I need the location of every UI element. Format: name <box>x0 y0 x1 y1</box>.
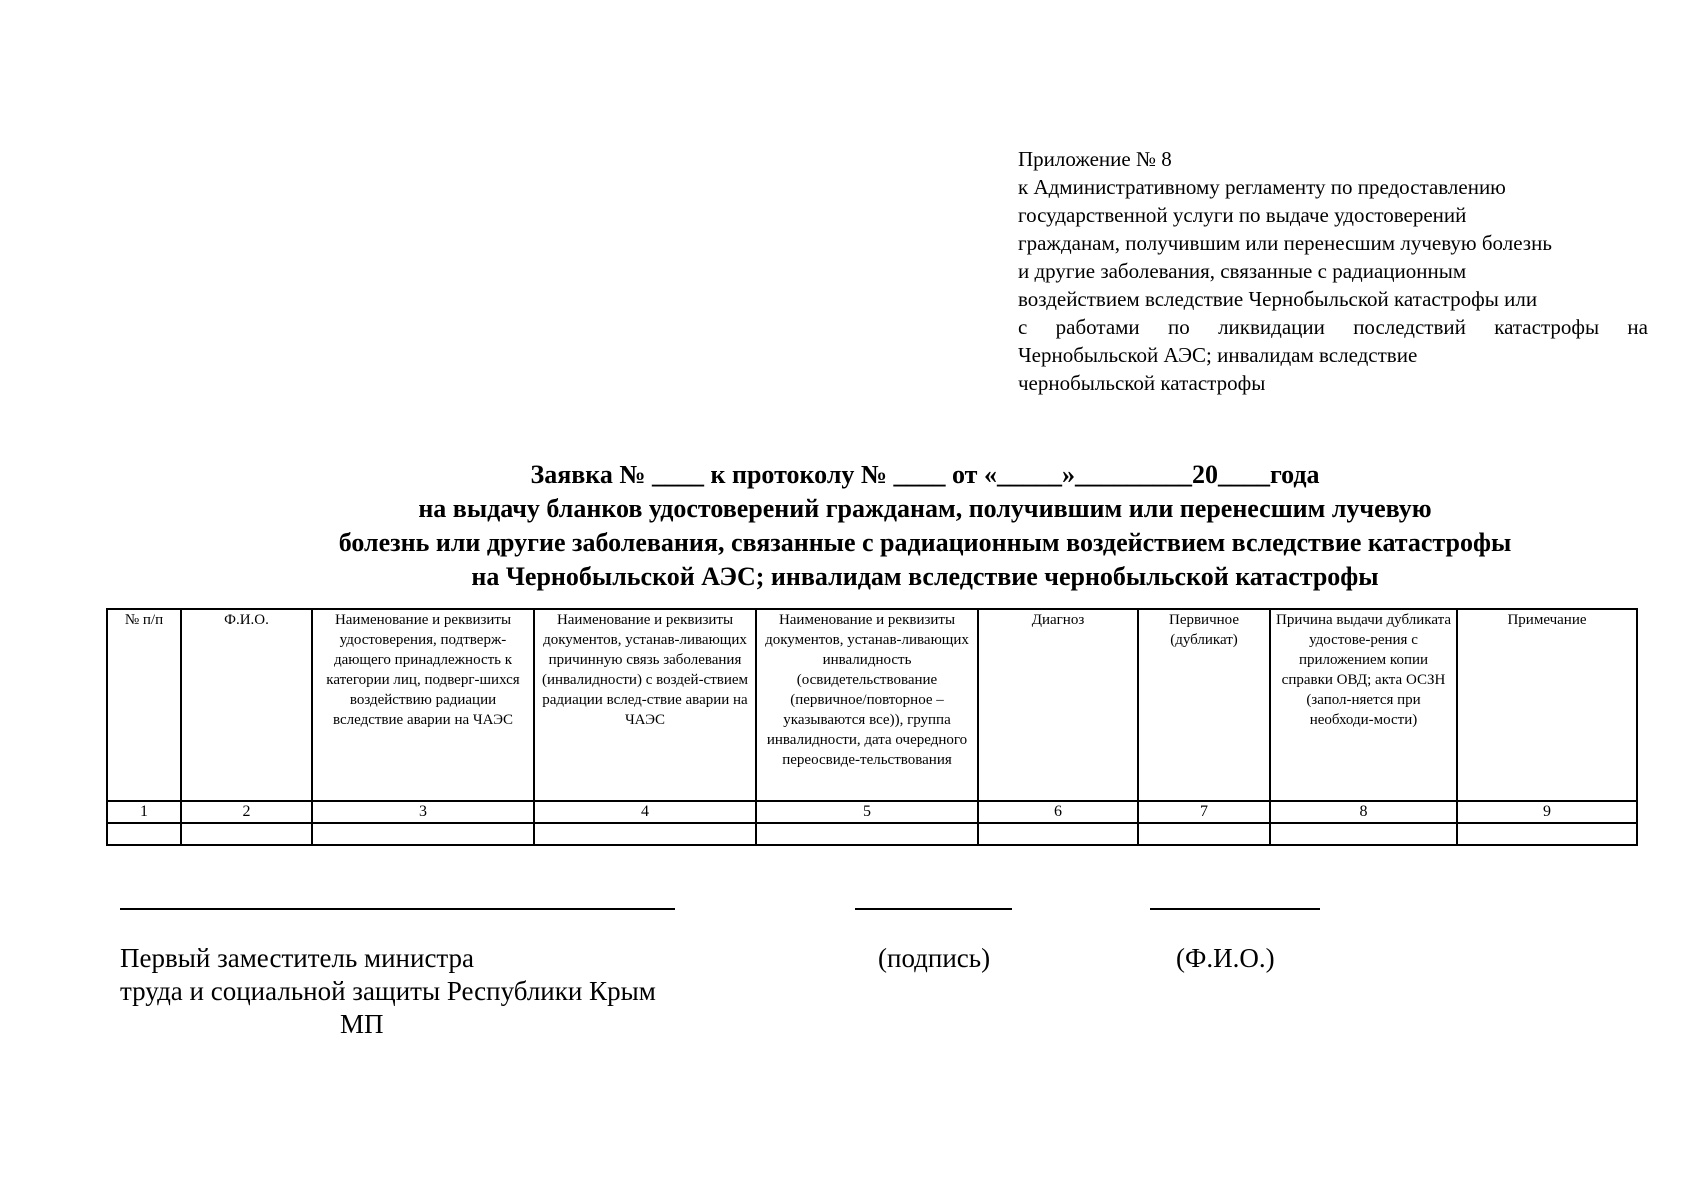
table-header-row <box>107 609 1637 801</box>
empty-cell <box>1270 823 1457 845</box>
heading-line: на выдачу бланков удостоверений гражданам, получившим или перенесшим лучевую <box>418 494 1432 523</box>
empty-cell <box>978 823 1138 845</box>
position-title: труда и социальной защиты Республики Крым <box>120 976 656 1006</box>
signature-line <box>855 908 1012 910</box>
column-number: 6 <box>978 801 1138 823</box>
column-number: 1 <box>107 801 181 823</box>
header-causal-link-documents: Наименование и реквизиты документов, устанав-ливающих причинную связь заболевания (инвалидности) с воздей-ствием радиации вслед-ствие аварии на ЧАЭС <box>534 609 756 801</box>
appendix-line: чернобыльской катастрофы <box>1018 371 1266 395</box>
header-note: Примечание <box>1457 609 1637 801</box>
empty-cell <box>107 823 181 845</box>
empty-data-row <box>107 823 1637 845</box>
header-duplicate-reason: Причина выдачи дубликата удостове-рения с приложением копии справки ОВД; акта ОСЗН (запол-няется при необходи-мости) <box>1270 609 1457 801</box>
column-number: 9 <box>1457 801 1637 823</box>
signature-caption: (подпись) <box>878 943 991 973</box>
name-caption: (Ф.И.О.) <box>1176 943 1275 973</box>
header-full-name: Ф.И.О. <box>181 609 312 801</box>
position-line <box>120 908 675 910</box>
column-number: 3 <box>312 801 534 823</box>
heading-line: болезнь или другие заболевания, связанные с радиационным воздействием вследствие катастрофы <box>338 528 1512 557</box>
empty-cell <box>1457 823 1637 845</box>
application-table <box>106 608 1638 846</box>
header-primary-duplicate: Первичное (дубликат) <box>1138 609 1270 801</box>
column-number: 8 <box>1270 801 1457 823</box>
appendix-line: Чернобыльской АЭС; инвалидам вследствие <box>1018 343 1418 367</box>
appendix-line: воздействием вследствие Чернобыльской катастрофы или <box>1018 287 1538 311</box>
empty-cell <box>756 823 978 845</box>
appendix-line: с работами по ликвидации последствий катастрофы на <box>1018 315 1648 339</box>
appendix-block <box>1018 145 1648 397</box>
document-heading <box>240 458 1610 594</box>
stamp-label: МП <box>340 1009 384 1039</box>
position-title: Первый заместитель министра <box>120 943 475 973</box>
empty-cell <box>534 823 756 845</box>
column-number: 5 <box>756 801 978 823</box>
column-number-row <box>107 801 1637 823</box>
header-number: № п/п <box>107 609 181 801</box>
header-disability-documents: Наименование и реквизиты документов, устанав-ливающих инвалидность (освидетельствование (первичное/повторное – указываются все)), группа инвалидности, дата очередного переосвиде-тельствования <box>756 609 978 801</box>
column-number: 7 <box>1138 801 1270 823</box>
appendix-line: государственной услуги по выдаче удостоверений <box>1018 203 1467 227</box>
heading-line: на Чернобыльской АЭС; инвалидам вследствие чернобыльской катастрофы <box>471 562 1379 591</box>
header-certificate-details: Наименование и реквизиты удостоверения, подтверж-дающего принадлежность к категории лиц, подверг-шихся воздействию радиации вследствие аварии на ЧАЭС <box>312 609 534 801</box>
empty-cell <box>181 823 312 845</box>
column-number: 4 <box>534 801 756 823</box>
header-diagnosis: Диагноз <box>978 609 1138 801</box>
appendix-line: к Административному регламенту по предоставлению <box>1018 175 1506 199</box>
heading-application-line: Заявка № ____ к протоколу № ____ от «_____»_________20____года <box>530 460 1320 489</box>
column-number: 2 <box>181 801 312 823</box>
appendix-line: и другие заболевания, связанные с радиационным <box>1018 259 1467 283</box>
appendix-title: Приложение № 8 <box>1018 147 1172 171</box>
empty-cell <box>1138 823 1270 845</box>
appendix-line: гражданам, получившим или перенесшим лучевую болезнь <box>1018 231 1552 255</box>
empty-cell <box>312 823 534 845</box>
name-line <box>1150 908 1320 910</box>
